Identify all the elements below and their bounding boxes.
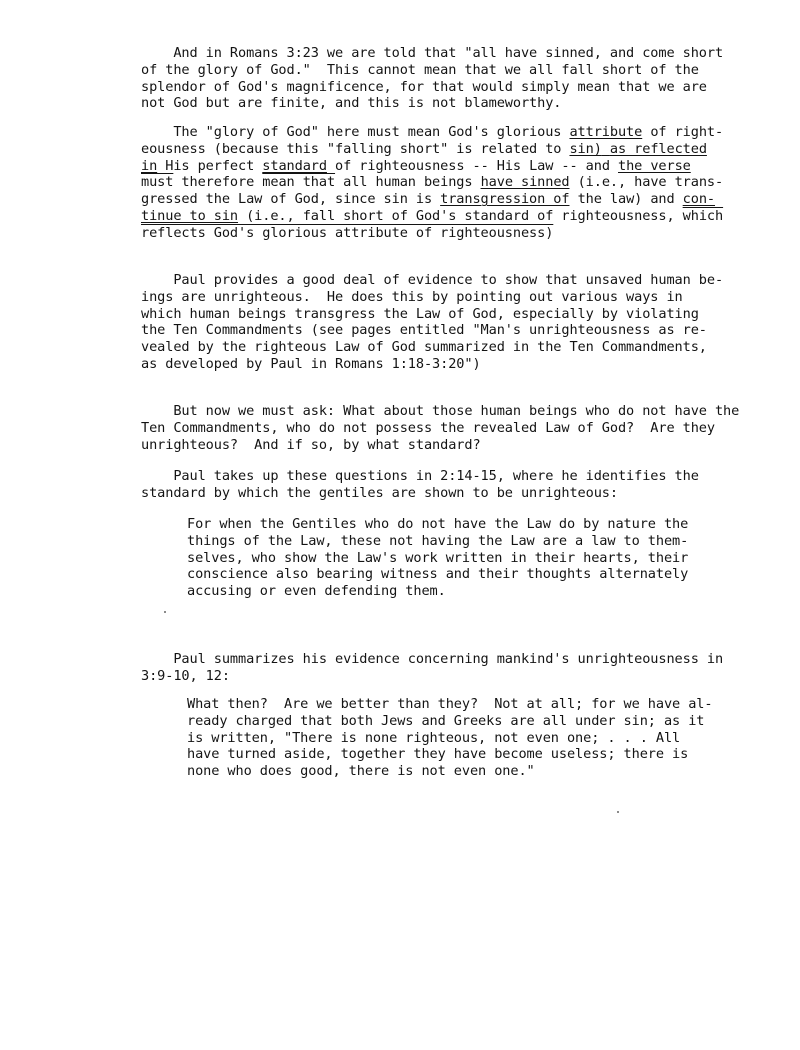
- text-line: Paul takes up these questions in 2:14-15, where he identifies the: [141, 468, 699, 484]
- underlined-text: con-: [682, 191, 716, 208]
- text-line: [141, 225, 723, 242]
- quote-line: is written, "There is none righteous, not even one; . . . All: [187, 729, 681, 746]
- text-line: [141, 124, 723, 141]
- text-span: (i.e., fall short of God's standard of righteousness,: [238, 207, 683, 224]
- overlined-text: mean that: [262, 174, 336, 191]
- quote-line: conscience also bearing witness and their thoughts alternately: [187, 566, 689, 583]
- block-quote-romans-3: [187, 696, 712, 780]
- text-line: Ten Commandments, who do not possess the revealed Law of God? Are they: [141, 419, 715, 436]
- text-span: His perfect: [157, 157, 263, 174]
- paragraph-evidence: [141, 272, 723, 373]
- underlined-text: [602, 141, 610, 157]
- underlined-text: transgression of: [440, 191, 570, 208]
- text-line: vealed by the righteous Law of God summarized in the Ten Commandments,: [141, 339, 707, 356]
- paragraph-summary: [141, 651, 723, 685]
- paragraph-question: [141, 403, 739, 453]
- text-span: of right-: [642, 124, 724, 140]
- quote-line: accusing or even defending them.: [187, 583, 446, 600]
- text-line: as developed by Paul in Romans 1:18-3:20"): [141, 355, 481, 372]
- speck-mark: [617, 811, 619, 813]
- underlined-text: attribute: [569, 124, 643, 140]
- text-line: unrighteous? And if so, by what standard?: [141, 436, 481, 453]
- text-span: The "glory of God" here must mean God's glorious: [141, 124, 570, 140]
- underlined-text: sin): [569, 140, 602, 157]
- quote-line: things of the Law, these not having the Law are a law to them-: [187, 532, 689, 549]
- text-line: [141, 95, 723, 112]
- text-line: And in Romans 3:23 we are told that "all have sinned, and come short: [141, 45, 724, 61]
- underlined-text: standard: [262, 157, 327, 174]
- quote-line: none who does good, there is not even one.": [187, 763, 535, 780]
- text-line: the Ten Commandments (see pages entitled "Man's unrighteousness as re-: [141, 322, 707, 339]
- overlined-text: which: [682, 207, 724, 224]
- text-line: standard by which the gentiles are shown to be unrighteous:: [141, 484, 618, 501]
- text-line: Paul summarizes his evidence concerning mankind's unrighteousness in: [141, 651, 724, 667]
- text-line: [141, 191, 723, 208]
- underlined-text: the verse: [618, 157, 691, 174]
- speck-mark: [164, 611, 166, 613]
- underlined-text: have sinned: [480, 174, 570, 191]
- text-line-content: not God but are finite, and this is not blameworthy.: [141, 95, 562, 112]
- paragraph-romans-2-14: [141, 468, 699, 502]
- quote-line: For when the Gentiles who do not have the Law do by nature the: [187, 516, 689, 532]
- text-span: (i.e., have trans-: [569, 174, 724, 191]
- underlined-text: in: [141, 157, 158, 174]
- quote-line: have turned aside, together they have become useless; there is: [187, 746, 689, 763]
- underlined-text: as reflected: [609, 140, 707, 157]
- quote-line: selves, who show the Law's work written in their hearts, their: [187, 549, 689, 566]
- text-span: all human beings: [335, 174, 481, 191]
- text-line: [141, 174, 723, 191]
- text-line: of the glory of God." This cannot mean that we all fall short of the: [141, 61, 699, 78]
- text-span: gressed the Law of God, since sin is: [141, 191, 441, 208]
- text-line: [141, 141, 723, 158]
- text-line: But now we must ask: What about those human beings who do not have the: [141, 403, 740, 419]
- quote-line: ready charged that both Jews and Greeks are all under sin; as it: [187, 712, 705, 729]
- text-line: [141, 208, 723, 225]
- text-line: [141, 158, 723, 175]
- text-span: the law) and: [569, 191, 683, 208]
- text-line: Paul provides a good deal of evidence to show that unsaved human be-: [141, 272, 724, 288]
- text-span: of righteousness -- His Law -- and: [326, 157, 618, 174]
- text-line: 3:9-10, 12:: [141, 667, 230, 684]
- text-span: therefore: [173, 174, 263, 191]
- paragraph-glory-of-god: [141, 124, 723, 242]
- text-line: which human beings transgress the Law of God, especially by violating: [141, 305, 699, 322]
- underlined-text: tinue to sin: [141, 207, 239, 224]
- quote-line: What then? Are we better than they? Not at all; for we have al-: [187, 696, 713, 712]
- paragraph-romans-3-23: [141, 45, 723, 112]
- text-line: splendor of God's magnificence, for that would simply mean that we are: [141, 78, 707, 95]
- overlined-text: must: [141, 174, 174, 191]
- text-line: ings are unrighteous. He does this by pointing out various ways in: [141, 288, 683, 305]
- text-span: eousness (because this "falling short" is related to: [141, 140, 570, 157]
- overlined-text: reflects God's glorious attribute of righteousness): [141, 224, 554, 241]
- block-quote-gentiles: [187, 516, 688, 600]
